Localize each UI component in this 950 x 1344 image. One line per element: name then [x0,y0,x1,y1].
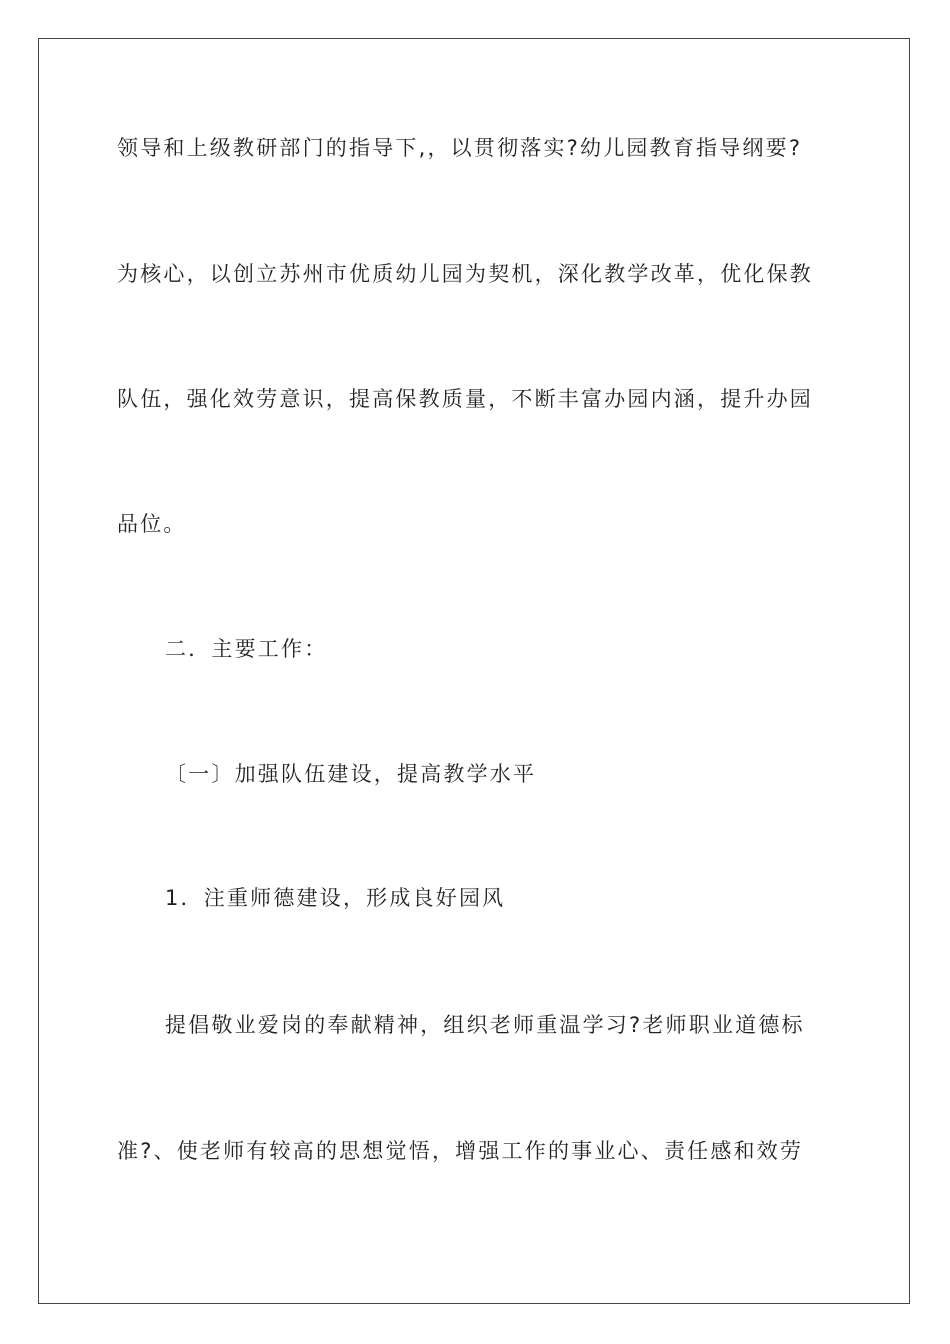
paragraph-line-1: 领导和上级教研部门的指导下,，以贯彻落实?幼儿园教育指导纲要? [117,136,803,160]
paragraph-line-3: 队伍，强化效劳意识，提高保教质量，不断丰富办园内涵，提升办园 [117,387,813,411]
section-heading-main-work: 二．主要工作： [165,637,328,661]
paragraph-line-5: 提倡敬业爱岗的奉献精神，组织老师重温学习?老师职业道德标 [165,1013,805,1037]
subsection-heading-1: 〔一〕加强队伍建设，提高教学水平 [165,762,537,786]
paragraph-line-4: 品位。 [117,512,187,536]
paragraph-line-6: 准?、使老师有较高的思想觉悟，增强工作的事业心、责任感和效劳 [117,1139,804,1163]
paragraph-line-2: 为核心，以创立苏州市优质幼儿园为契机，深化教学改革，优化保教 [117,262,813,286]
page-border [38,38,910,1304]
item-heading-1: 1．注重师德建设，形成良好园风 [165,886,506,910]
